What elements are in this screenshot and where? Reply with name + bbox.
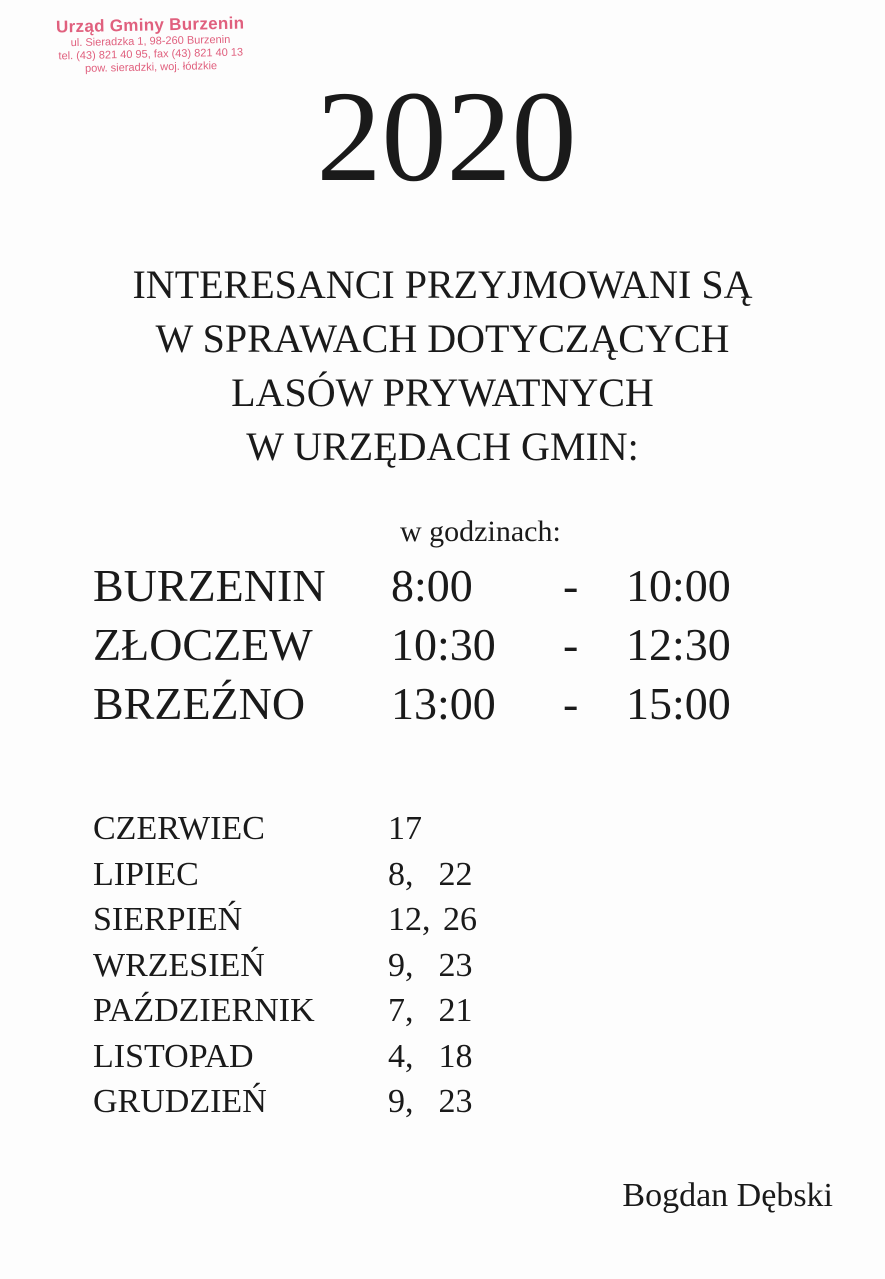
month-name: GRUDZIEŃ — [93, 1083, 267, 1120]
hours-label: w godzinach: — [400, 515, 561, 548]
month-name: WRZESIEŃ — [93, 946, 265, 984]
month-dates: 17 — [388, 810, 422, 847]
stamp-region: pow. sieradzki, woj. łódzkie — [84, 60, 218, 75]
schedule-time-from: 10:30 — [391, 619, 496, 670]
schedule-time-to: 15:00 — [626, 678, 731, 729]
schedule-time-from: 8:00 — [391, 560, 473, 611]
heading-line: W SPRAWACH DOTYCZĄCYCH — [155, 316, 730, 361]
schedule-place: BURZENIN — [93, 560, 326, 611]
signature: Bogdan Dębski — [622, 1177, 833, 1214]
schedule-time-from: 13:00 — [391, 678, 496, 729]
stamp-office-name: Urząd Gminy Burzenin — [55, 13, 245, 37]
notice-heading — [0, 258, 885, 474]
schedule-time-to: 10:00 — [626, 560, 731, 611]
heading-line: W URZĘDACH GMIN: — [246, 424, 639, 469]
month-dates: 7, 21 — [388, 992, 473, 1029]
month-dates: 4, 18 — [388, 1037, 473, 1075]
month-dates: 8, 22 — [388, 855, 473, 893]
month-dates: 12, 26 — [388, 901, 477, 938]
schedule-place: ZŁOCZEW — [93, 619, 313, 670]
stamp-phone: tel. (43) 821 40 95, fax (43) 821 40 13 — [58, 46, 244, 63]
office-stamp — [30, 13, 271, 77]
stamp-address: ul. Sieradzka 1, 98-260 Burzenin — [70, 33, 231, 50]
month-dates: 9, 23 — [388, 1083, 473, 1120]
heading-line: INTERESANCI PRZYJMOWANI SĄ — [132, 262, 753, 307]
schedule-time-to: 12:30 — [626, 619, 731, 670]
month-name: PAŹDZIERNIK — [93, 992, 315, 1029]
schedule-place: BRZEŹNO — [93, 678, 306, 729]
month-name: LIPIEC — [93, 855, 199, 893]
year-title: 2020 — [316, 65, 577, 209]
month-name: LISTOPAD — [93, 1037, 254, 1075]
schedule-dash: - — [563, 619, 579, 670]
month-name: CZERWIEC — [93, 810, 265, 847]
schedule-dash: - — [563, 678, 579, 729]
month-dates: 9, 23 — [388, 946, 473, 984]
month-name: SIERPIEŃ — [93, 901, 243, 938]
heading-line: LASÓW PRYWATNYCH — [231, 370, 654, 415]
schedule-dash: - — [563, 560, 579, 611]
